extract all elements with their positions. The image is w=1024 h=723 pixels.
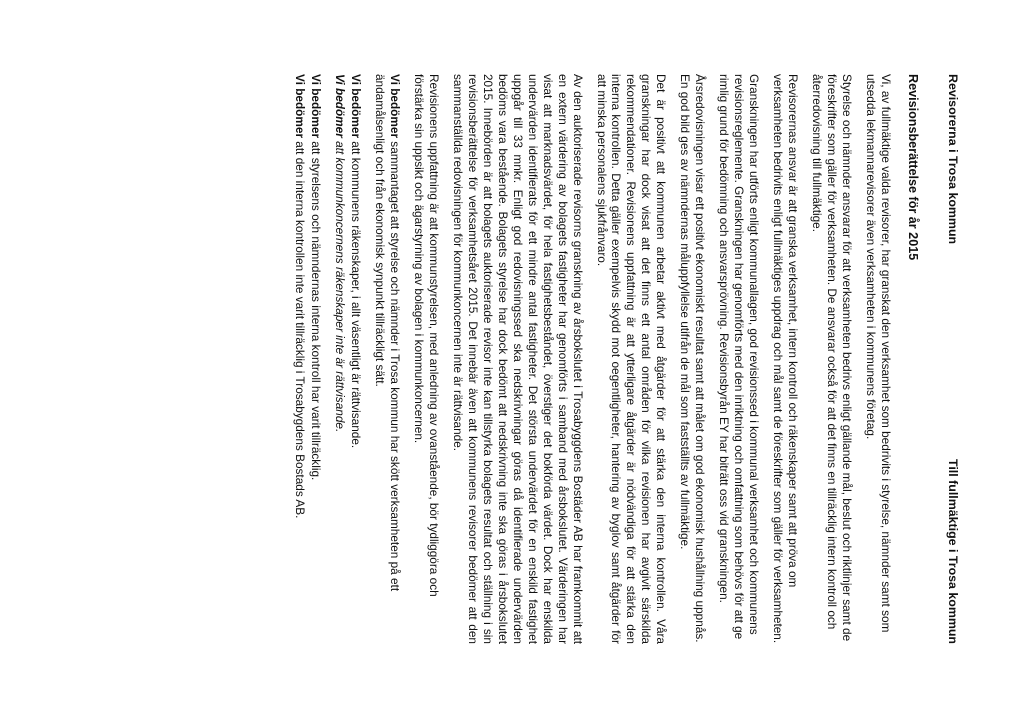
document-page <box>12 12 1012 712</box>
assessment-lead: Vi bedömer <box>332 73 347 138</box>
assessment-lead: Vi bedömer <box>309 73 324 138</box>
assessment-operations <box>372 74 402 644</box>
assessment-internal-control-sufficient <box>308 74 323 644</box>
document-content <box>283 74 960 644</box>
paragraph-housing-company: Av den auktoriserade revisorns granskning av årsbokslutet i Trosabyggdens Bostäder AB har framkommit att en extern värdering av bolagets fastigheter har genomförts i samband med årsbokslutet. Värderingen har visat att marknadsvärdet, för hela fastighetsbeståndet, överstiger det bokförda värdet. Dock har enskilda undervärden identifierats för ett mindre antal fastigheter. Det största undervärdet för en enskild fastighet uppgår till 33 mnkr. Enligt god redovisningssed ska nedskrivningar göras då identifierade undervärden bedöms vara bestående. Bolagets styrelse har dock bedömt att nedskrivning inte ska göras i årsbokslutet 2015. Innebörden är att bolagets auktoriserade revisor inte kan tillstyrka bolagets resultat och ställning i sin revisionsberättelse för verksamhetsåret 2015. Det innebär även att kommunens revisorer bedömer att den sammanställda redovisningen för kommunkoncernen inte är rättvisande. <box>450 73 585 644</box>
page-title: Revisionsberättelse för år 2015 <box>906 73 920 260</box>
paragraph-annual-report: Årsredovisningen visar ett positivt ekonomiskt resultat samt att målet om god ekonomisk hushållning uppnås. En god bild ges av nämndernas måluppfyllelse utifrån de mål som fastställts av fullmäktige. <box>678 73 708 642</box>
assessment-lead: Vi bedömer <box>348 73 363 138</box>
assessment-lead: Vi bedömer <box>293 73 308 138</box>
paragraph-scope: Granskningen har utförts enligt kommunallagen, god revisionssed i kommunal verksamhet och kommunens revisionsreglemente. Granskningen har genomförts med den inriktning och omfattning som behövs för att ge rimlig grund för bedömning och ansvarsprövning. Revisionsbyrån EY har biträtt oss vid granskningen. <box>717 73 762 639</box>
assessment-accounts <box>348 74 363 644</box>
assessment-text: att kommunens räkenskaper, i allt väsentligt är rättvisande. <box>348 137 363 448</box>
assessment-internal-control-insufficient <box>292 74 307 644</box>
assessment-text: sammantaget att styrelse och nämnder i Trosa kommun har skött verksamheten på ett ändamålsenligt och från ekonomisk synpunkt tillräckligt sätt. <box>372 73 402 591</box>
assessment-text: att kommunkoncernens räkenskaper inte är rättvisande. <box>332 137 347 432</box>
paragraph-oversight: Revisionens uppfattning är att kommunstyrelsen, med anledning av ovanstående, bör tydliggöra och förstärka sin uppsikt och ägarstyrning av bolagen i kommunkoncernen. <box>411 73 441 597</box>
paragraph-intro: Vi, av fullmäktige valda revisorer, har granskat den verksamhet som bedrivits i styrelse, nämnder samt som utsedda lekmannarevisorer även verksamheten i kommunens företag. <box>864 73 894 632</box>
paragraph-auditor-responsibility: Revisorernas ansvar är att granska verksamhet, intern kontroll och räkenskaper samt att pröva om verksamheten bedrivits enligt fullmäktiges uppdrag och mål samt de föreskrifter som gäller för verksamheten. <box>771 73 801 643</box>
assessment-group-accounts <box>332 74 347 644</box>
assessment-lead: Vi bedömer <box>387 73 402 138</box>
assessment-text: att styrelsens och nämndernas interna kontroll har varit tillräcklig. <box>309 137 324 480</box>
assessment-text: att den interna kontrollen inte varit tillräcklig i Trosabygdens Bostads AB. <box>293 137 308 518</box>
page-header <box>942 74 960 644</box>
paragraph-internal-control: Det är positivt att kommunen arbetar aktivt med åtgärder för att stärka den interna kontrollen. Våra granskningar har dock visat att det finns ett antal områden för vilka revisionen har avgivit särskilda rekommendationer. Revisionens uppfattning är att ytterligare åtgärder är nödvändiga för att stärka den interna kontrollen. Detta gäller exempelvis skydd mot oegentligheter, hantering av byglov samt åtgärder för att minska personalens sjukfrånvaro. <box>594 73 669 644</box>
paragraph-responsibility: Styrelse och nämnder ansvarar för att verksamheten bedrivs enligt gällande mål, beslut och riktlinjer samt de föreskrifter som gäller för verksamheten. De ansvarar också för att det finns en tillräcklig intern kontroll och återredovisning till fullmäktige. <box>810 73 855 641</box>
header-sender: Revisorerna i Trosa kommun <box>946 73 960 244</box>
header-recipient: Till fullmäktige i Trosa kommun <box>946 458 960 644</box>
